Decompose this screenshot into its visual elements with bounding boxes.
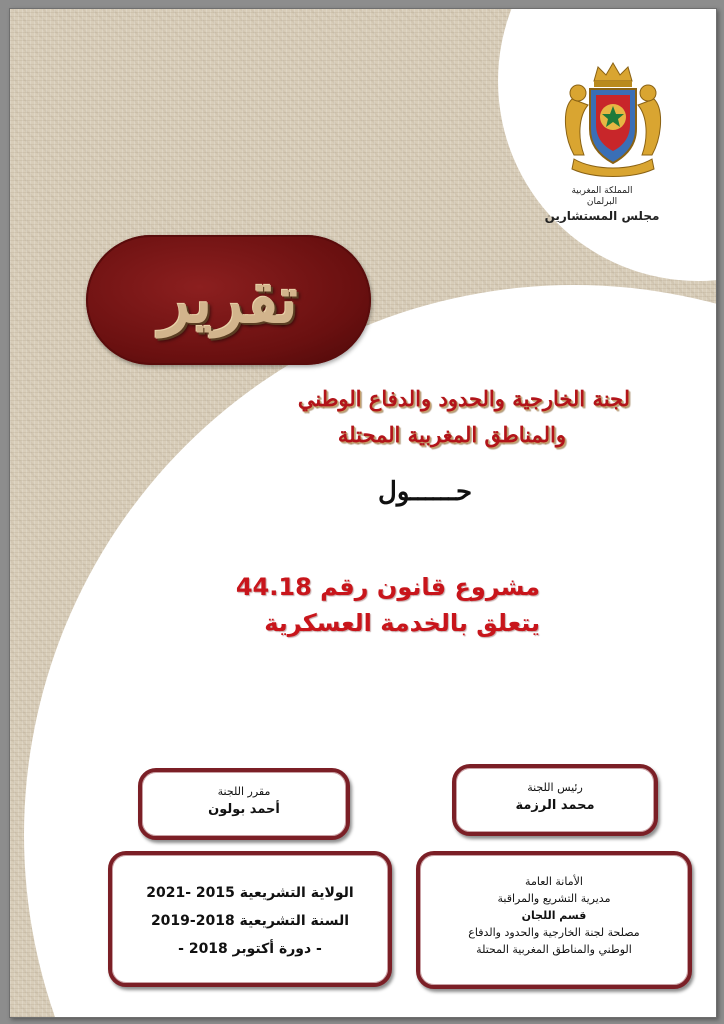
rapporteur-name: أحمد بولون	[208, 802, 280, 817]
coat-of-arms-emblem	[558, 59, 668, 179]
bill-subject: يتعلق بالخدمة العسكرية	[264, 609, 540, 637]
legislative-term: الولاية التشريعية 2015 -2021	[146, 885, 354, 901]
institution-header	[530, 185, 674, 224]
secretariat-line-3: قسم اللجان	[521, 909, 587, 922]
kingdom-label: المملكة المغربية	[571, 186, 633, 196]
committee-line-2: والمناطق المغربية المحتلة	[337, 422, 566, 447]
about-label: حــــــول	[377, 477, 473, 507]
chair-label: رئيس اللجنة	[527, 781, 583, 794]
bill-number: مشروع قانون رقم 44.18	[235, 573, 540, 601]
legislative-year: السنة التشريعية 2018-2019	[150, 913, 350, 929]
bill-title	[200, 569, 540, 641]
secretariat-line-2: مديرية التشريع والمراقبة	[497, 892, 611, 905]
cover-page	[9, 8, 717, 1018]
committee-chair-box	[452, 764, 658, 836]
secretariat-box	[416, 851, 692, 989]
parliament-label: البرلمان	[586, 197, 618, 207]
report-title: تقرير	[159, 262, 298, 338]
chair-name: محمد الرزمة	[515, 798, 595, 813]
secretariat-line-1: الأمانة العامة	[525, 875, 583, 888]
legislative-period-box	[108, 851, 392, 987]
council-label: مجلس المستشارين	[544, 209, 660, 223]
session-label: - دورة أكتوبر 2018 -	[178, 941, 322, 957]
secretariat-line-5: الوطني والمناطق المغربية المحتلة	[476, 943, 632, 956]
secretariat-line-4: مصلحة لجنة الخارجية والحدود والدفاع	[468, 926, 640, 939]
rapporteur-label: مقرر اللجنة	[217, 785, 271, 798]
report-title-banner	[86, 235, 371, 365]
committee-line-1: لجنة الخارجية والحدود والدفاع الوطني	[297, 386, 630, 411]
committee-rapporteur-box	[138, 768, 350, 840]
committee-name	[200, 381, 630, 453]
